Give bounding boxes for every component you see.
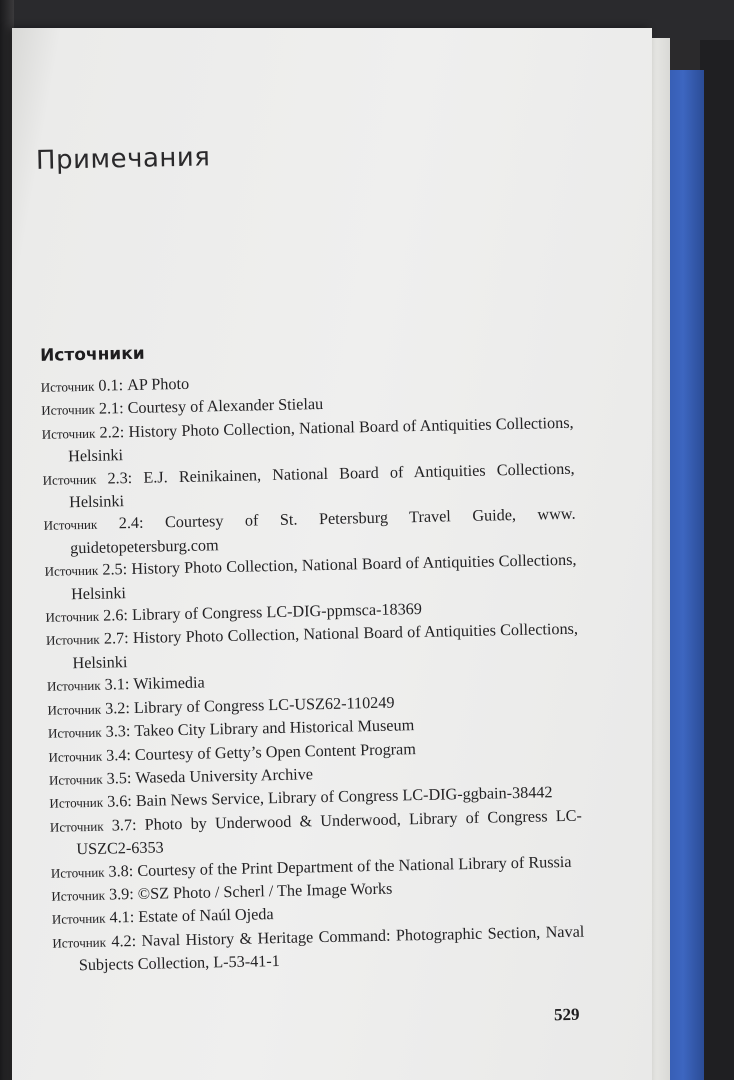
source-prefix: Источник (49, 794, 104, 812)
source-text: 2.3: E.J. Reinikainen, National Board of Antiquities Collections, Helsinki (68, 459, 575, 512)
source-text: 3.5: Waseda University Archive (102, 765, 314, 788)
source-text: 3.9: ©SZ Photo / Scherl / The Image Works (104, 879, 393, 904)
source-text: 2.6: Library of Congress LC-DIG-ppmsca-18369 (98, 600, 423, 625)
source-prefix: Источник (44, 562, 99, 580)
source-prefix: Источник (48, 771, 103, 788)
source-prefix: Источник (51, 887, 106, 904)
book-page (12, 28, 652, 1080)
source-text: 3.6: Bain News Service, Library of Congress LC-DIG-ggbain-38442 (102, 783, 553, 811)
source-prefix: Источник (41, 425, 96, 442)
source-prefix: Источник (43, 517, 98, 534)
source-text: 3.8: Courtesy of the Print Department of the National Library of Russia (104, 852, 572, 881)
source-text: 3.4: Courtesy of Getty’s Open Content Program (101, 739, 417, 765)
source-text: 2.1: Courtesy of Alexander Stielau (94, 395, 324, 419)
source-text: 2.4: Courtesy of St. Petersburg Travel Guide, www. guidetopetersburg.com (69, 505, 576, 558)
section-heading: Источники (39, 343, 145, 366)
source-prefix: Источник (48, 748, 103, 765)
sources-list (41, 365, 585, 978)
source-prefix: Источник (47, 701, 102, 718)
source-prefix: Источник (42, 471, 97, 488)
source-text: 3.1: Wikimedia (100, 673, 205, 694)
page-content (33, 22, 615, 1073)
chapter-title: Примечания (35, 142, 211, 176)
source-prefix: Источник (41, 402, 95, 419)
source-prefix: Источник (52, 934, 107, 951)
source-text: 0.1: AP Photo (94, 374, 190, 395)
source-prefix: Источник (47, 724, 102, 741)
source-prefix: Источник (45, 608, 100, 625)
source-prefix: Источник (49, 818, 104, 835)
source-text: 3.2: Library of Congress LC-USZ62-110249 (100, 693, 395, 718)
source-prefix: Источник (40, 378, 95, 395)
source-text: 3.7: Photo by Underwood & Underwood, Library of Congress LC-USZC2-6353 (76, 806, 583, 859)
source-text: 2.2: History Photo Collection, National Board of Antiquities Collections, Helsinki (68, 413, 574, 466)
book-cover-edge (700, 40, 734, 1080)
source-prefix: Источник (46, 677, 101, 695)
source-text: 4.1: Estate of Naúl Ojeda (105, 905, 274, 927)
source-text: 2.7: History Photo Collection, National Board of Antiquities Collections, Helsinki (72, 620, 579, 673)
source-text: 3.3: Takeo City Library and Historical Museum (101, 716, 415, 741)
source-prefix: Источник (45, 632, 100, 649)
source-prefix: Источник (51, 910, 106, 928)
source-text: 2.5: History Photo Collection, National Board of Antiquities Collections, Helsinki (70, 550, 577, 603)
page-number: 529 (553, 1004, 580, 1025)
source-text: 4.2: Naval History & Heritage Command: Photographic Section, Naval Subjects Collection, L-53-41-1 (78, 922, 585, 975)
source-prefix: Источник (50, 864, 105, 881)
